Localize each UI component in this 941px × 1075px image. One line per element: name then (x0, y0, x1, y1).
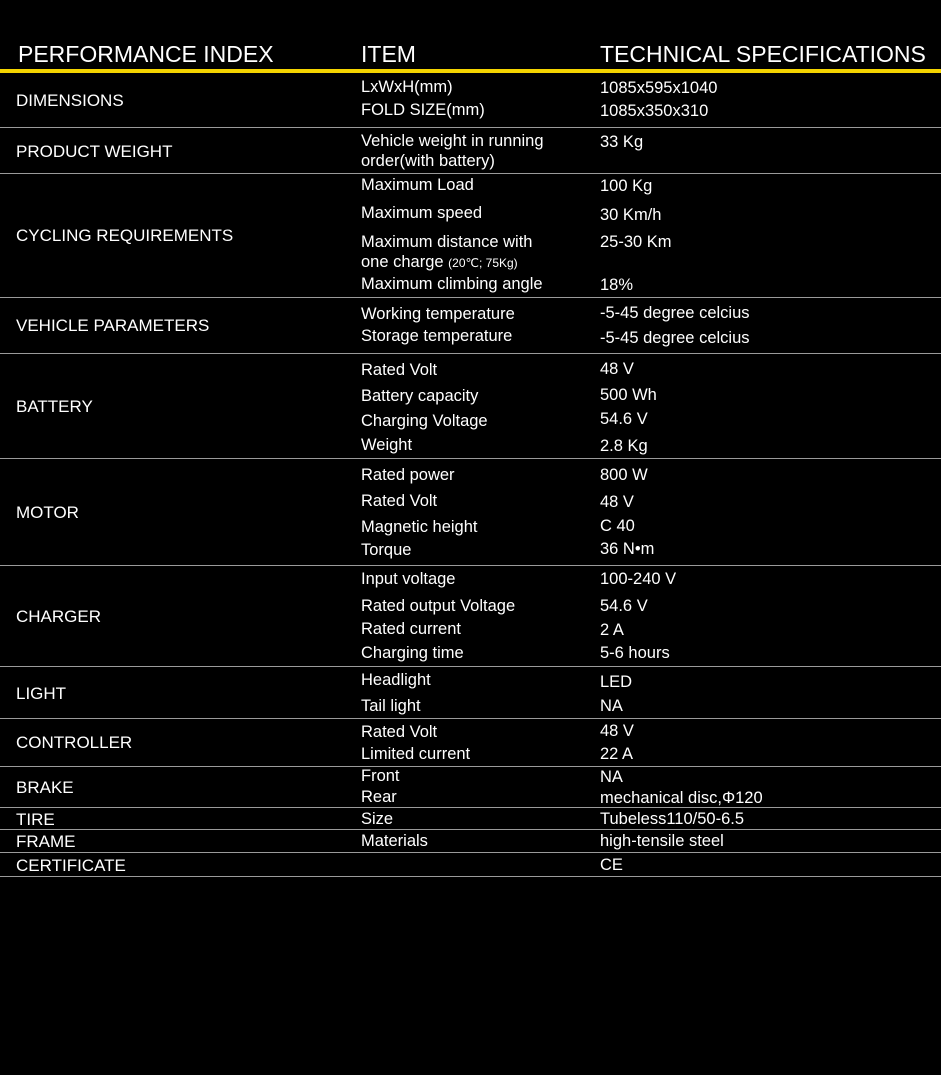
row-divider (0, 876, 941, 877)
item-lxwxh: LxWxH(mm) (361, 78, 453, 96)
value-storage-temperature: -5-45 degree celcius (600, 329, 750, 347)
item-limited-current: Limited current (361, 745, 471, 763)
header-performance-index: PERFORMANCE INDEX (18, 41, 274, 67)
value-charging-time: 5-6 hours (600, 644, 670, 662)
item-charging-voltage: Charging Voltage (361, 412, 488, 430)
item-maximum-distance-text: one charge (361, 253, 444, 271)
value-limited-current: 22 A (600, 745, 634, 763)
category-battery: BATTERY (16, 397, 93, 416)
category-certificate: CERTIFICATE (16, 856, 126, 875)
row-divider (0, 297, 941, 298)
value-rated-power: 800 W (600, 466, 648, 484)
value-battery-rated-volt: 48 V (600, 360, 634, 378)
item-rated-output-voltage: Rated output Voltage (361, 597, 516, 615)
item-maximum-distance-note: (20℃; 75Kg) (448, 256, 518, 270)
row-divider (0, 127, 941, 128)
row-divider (0, 666, 941, 667)
category-dimensions: DIMENSIONS (16, 91, 124, 110)
item-magnetic-height: Magnetic height (361, 518, 478, 536)
category-brake: BRAKE (16, 778, 74, 797)
value-controller-rated-volt: 48 V (600, 722, 634, 740)
item-battery-weight: Weight (361, 436, 413, 454)
value-certificate: CE (600, 856, 623, 874)
category-tire: TIRE (16, 810, 55, 829)
value-motor-rated-volt: 48 V (600, 493, 634, 511)
item-maximum-load: Maximum Load (361, 176, 474, 194)
item-working-temperature: Working temperature (361, 305, 515, 323)
value-tire-size: Tubeless110/50-6.5 (600, 810, 745, 828)
item-storage-temperature: Storage temperature (361, 327, 513, 345)
value-maximum-load: 100 Kg (600, 177, 653, 195)
item-tail-light: Tail light (361, 697, 421, 715)
row-divider (0, 353, 941, 354)
item-battery-capacity: Battery capacity (361, 387, 479, 405)
row-divider (0, 458, 941, 459)
row-divider (0, 829, 941, 830)
header-technical-specifications: TECHNICAL SPECIFICATIONS (600, 41, 926, 67)
item-controller-rated-volt: Rated Volt (361, 723, 438, 741)
value-brake-front: NA (600, 768, 623, 786)
value-working-temperature: -5-45 degree celcius (600, 304, 750, 322)
item-motor-rated-volt: Rated Volt (361, 492, 438, 510)
value-input-voltage: 100-240 V (600, 570, 677, 588)
item-battery-rated-volt: Rated Volt (361, 361, 438, 379)
item-rated-current: Rated current (361, 620, 461, 638)
item-torque: Torque (361, 541, 412, 559)
value-fold-size: 1085x350x310 (600, 102, 709, 120)
value-maximum-distance: 25-30 Km (600, 233, 672, 251)
row-divider (0, 852, 941, 853)
category-controller: CONTROLLER (16, 733, 133, 752)
value-charging-voltage: 54.6 V (600, 410, 648, 428)
item-brake-front: Front (361, 767, 400, 785)
item-charging-time: Charging time (361, 644, 464, 662)
item-fold-size: FOLD SIZE(mm) (361, 101, 485, 119)
item-frame-materials: Materials (361, 832, 428, 850)
row-divider (0, 565, 941, 566)
category-product-weight: PRODUCT WEIGHT (16, 142, 173, 161)
item-maximum-climbing-angle: Maximum climbing angle (361, 275, 543, 293)
category-frame: FRAME (16, 832, 76, 851)
value-brake-rear: mechanical disc,Φ120 (600, 789, 763, 807)
category-light: LIGHT (16, 684, 67, 703)
value-maximum-climbing-angle: 18% (600, 276, 634, 294)
value-lxwxh: 1085x595x1040 (600, 79, 718, 97)
value-battery-weight: 2.8 Kg (600, 437, 648, 455)
category-motor: MOTOR (16, 503, 79, 522)
item-maximum-distance-line1: Maximum distance with (361, 233, 533, 251)
item-brake-rear: Rear (361, 788, 397, 806)
item-rated-power: Rated power (361, 466, 455, 484)
row-divider (0, 173, 941, 174)
value-frame-materials: high-tensile steel (600, 832, 724, 850)
item-maximum-speed: Maximum speed (361, 204, 483, 222)
value-battery-capacity: 500 Wh (600, 386, 657, 404)
category-charger: CHARGER (16, 607, 102, 626)
item-headlight: Headlight (361, 671, 431, 689)
row-divider (0, 807, 941, 808)
value-tail-light: NA (600, 697, 623, 715)
item-maximum-distance-line2 (361, 253, 518, 272)
value-torque: 36 N•m (600, 540, 655, 558)
row-divider (0, 718, 941, 719)
header-item: ITEM (361, 41, 416, 67)
value-headlight: LED (600, 673, 633, 691)
item-tire-size: Size (361, 810, 394, 828)
row-divider (0, 766, 941, 767)
category-vehicle-parameters: VEHICLE PARAMETERS (16, 316, 210, 335)
item-input-voltage: Input voltage (361, 570, 456, 588)
value-vehicle-weight: 33 Kg (600, 133, 644, 151)
value-rated-current: 2 A (600, 621, 624, 639)
item-vehicle-weight-line1: Vehicle weight in running (361, 132, 544, 150)
category-cycling-requirements: CYCLING REQUIREMENTS (16, 226, 234, 245)
value-rated-output-voltage: 54.6 V (600, 597, 648, 615)
item-vehicle-weight-line2: order(with battery) (361, 152, 495, 170)
value-magnetic-height: C 40 (600, 517, 635, 535)
value-maximum-speed: 30 Km/h (600, 206, 662, 224)
header-accent-bar (0, 69, 941, 73)
